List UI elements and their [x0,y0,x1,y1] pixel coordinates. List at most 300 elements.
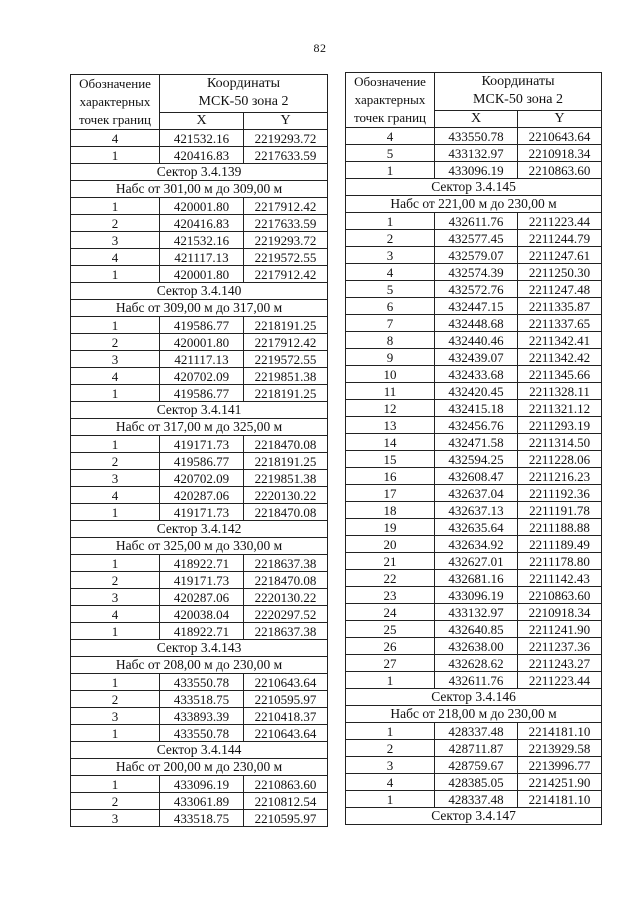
coordinates-system: МСК-50 зона 2 [473,92,563,108]
table-row [71,572,328,589]
table-row [346,740,602,757]
table-row [346,451,602,468]
x-coordinate: 432594.25 [435,451,518,468]
point-number: 15 [346,451,435,468]
table-row [346,468,602,485]
x-coordinate: 433518.75 [160,810,244,827]
point-number: 24 [346,604,435,621]
y-coordinate: 2217912.42 [244,266,328,283]
table-row [71,249,328,266]
point-number: 18 [346,502,435,519]
x-coordinate: 420287.06 [160,487,244,504]
table-row [71,776,328,793]
section-title: Набс от 301,00 м до 309,00 м [71,181,328,198]
point-number: 3 [71,589,160,606]
y-coordinate: 2211342.42 [518,349,602,366]
point-number: 4 [346,264,435,281]
section-row [346,706,602,723]
table-row [346,366,602,383]
y-coordinate: 2211293.19 [518,417,602,434]
y-coordinate: 2211328.11 [518,383,602,400]
x-coordinate: 432611.76 [435,213,518,230]
table-row [71,793,328,810]
y-coordinate: 2211189.49 [518,536,602,553]
y-coordinate: 2211192.36 [518,485,602,502]
table-row [71,266,328,283]
y-coordinate: 2214251.90 [518,774,602,791]
table-row [346,298,602,315]
table-row [346,570,602,587]
x-axis-header: X [160,112,244,129]
point-number: 1 [346,162,435,179]
table-row [71,470,328,487]
point-number: 2 [71,572,160,589]
x-coordinate: 418922.71 [160,623,244,640]
point-number: 25 [346,621,435,638]
x-coordinate: 432415.18 [435,400,518,417]
coordinates-table-right [345,72,602,825]
x-coordinate: 420287.06 [160,589,244,606]
point-number: 1 [71,266,160,283]
table-row [71,232,328,249]
x-coordinate: 419171.73 [160,572,244,589]
y-coordinate: 2211342.41 [518,332,602,349]
y-coordinate: 2219572.55 [244,249,328,266]
section-row [346,689,602,706]
section-row [346,196,602,213]
table-row [346,264,602,281]
section-title: Набс от 309,00 м до 317,00 м [71,300,328,317]
table-row [71,130,328,147]
coordinates-system: МСК-50 зона 2 [198,94,289,110]
x-coordinate: 433096.19 [160,776,244,793]
section-title: Сектор 3.4.141 [71,402,328,419]
section-title: Сектор 3.4.144 [71,742,328,759]
x-coordinate: 432637.13 [435,502,518,519]
x-coordinate: 432681.16 [435,570,518,587]
point-number: 8 [346,332,435,349]
x-coordinate: 432608.47 [435,468,518,485]
x-coordinate: 421532.16 [160,232,244,249]
x-coordinate: 419171.73 [160,504,244,521]
table-row [346,213,602,230]
point-number: 1 [346,213,435,230]
designation-line: Обозначение [354,74,426,89]
x-coordinate: 419586.77 [160,385,244,402]
point-number: 2 [71,215,160,232]
x-coordinate: 419171.73 [160,436,244,453]
page-number: 82 [313,41,327,55]
x-coordinate: 428759.67 [435,757,518,774]
section-title: Сектор 3.4.145 [346,179,602,196]
x-coordinate: 433132.97 [435,145,518,162]
y-coordinate: 2217633.59 [244,215,328,232]
x-coordinate: 421532.16 [160,130,244,147]
point-number: 16 [346,468,435,485]
coordinates-title: Координаты [207,76,280,92]
x-coordinate: 432572.76 [435,281,518,298]
point-number: 3 [71,470,160,487]
table-row [346,587,602,604]
section-row [71,164,328,181]
x-coordinate: 420416.83 [160,147,244,164]
table-row [71,708,328,725]
y-axis-header: Y [518,110,602,127]
table-row [71,198,328,215]
x-coordinate: 420001.80 [160,334,244,351]
x-coordinate: 432637.04 [435,485,518,502]
point-number: 3 [346,247,435,264]
table-row [71,810,328,827]
point-number: 4 [71,606,160,623]
x-coordinate: 432456.76 [435,417,518,434]
y-coordinate: 2211228.06 [518,451,602,468]
y-coordinate: 2211188.88 [518,519,602,536]
y-coordinate: 2210863.60 [518,162,602,179]
y-coordinate: 2210418.37 [244,708,328,725]
section-row [71,181,328,198]
x-coordinate: 432440.46 [435,332,518,349]
section-row [71,742,328,759]
x-coordinate: 420416.83 [160,215,244,232]
table-row [346,519,602,536]
x-coordinate: 418922.71 [160,555,244,572]
point-number: 19 [346,519,435,536]
point-number: 23 [346,587,435,604]
table-row [346,281,602,298]
table-row [71,351,328,368]
y-coordinate: 2210643.64 [518,128,602,145]
x-coordinate: 428711.87 [435,740,518,757]
table-row [346,230,602,247]
section-title: Набс от 218,00 м до 230,00 м [346,706,602,723]
section-title: Набс от 325,00 м до 330,00 м [71,538,328,555]
section-title: Сектор 3.4.143 [71,640,328,657]
designation-line: Обозначение [79,76,151,91]
x-coordinate: 432439.07 [435,349,518,366]
table-row [71,215,328,232]
point-number: 1 [71,385,160,402]
table-row [346,417,602,434]
table-row [346,162,602,179]
table-header-row [71,75,328,113]
point-number: 3 [71,708,160,725]
x-coordinate: 428385.05 [435,774,518,791]
table-row [346,349,602,366]
table-row [71,589,328,606]
y-axis-header: Y [244,112,328,129]
y-coordinate: 2211237.36 [518,638,602,655]
point-number: 14 [346,434,435,451]
y-coordinate: 2218470.08 [244,436,328,453]
x-coordinate: 433061.89 [160,793,244,810]
section-row [71,538,328,555]
y-coordinate: 2210918.34 [518,604,602,621]
point-number: 2 [346,740,435,757]
point-number: 2 [71,691,160,708]
x-coordinate: 432579.07 [435,247,518,264]
point-number: 9 [346,349,435,366]
point-number: 1 [71,436,160,453]
point-number: 27 [346,655,435,672]
y-coordinate: 2220130.22 [244,589,328,606]
designation-line: характерных [354,92,426,107]
point-number: 3 [71,810,160,827]
x-coordinate: 432627.01 [435,553,518,570]
point-number: 2 [346,230,435,247]
table-row [71,147,328,164]
y-coordinate: 2220297.52 [244,606,328,623]
x-coordinate: 420702.09 [160,368,244,385]
table-row [346,757,602,774]
x-coordinate: 433550.78 [160,674,244,691]
y-coordinate: 2217912.42 [244,334,328,351]
y-coordinate: 2220130.22 [244,487,328,504]
y-coordinate: 2211244.79 [518,230,602,247]
y-coordinate: 2211223.44 [518,672,602,689]
section-title: Сектор 3.4.142 [71,521,328,538]
coordinates-table-left [70,74,328,827]
y-coordinate: 2211223.44 [518,213,602,230]
section-title: Сектор 3.4.140 [71,283,328,300]
table-row [346,502,602,519]
table-row [346,383,602,400]
y-coordinate: 2210643.64 [244,674,328,691]
point-number: 5 [346,281,435,298]
y-coordinate: 2210812.54 [244,793,328,810]
x-coordinate: 432574.39 [435,264,518,281]
table-row [71,725,328,742]
designation-header [71,75,160,130]
x-coordinate: 432448.68 [435,315,518,332]
designation-line: характерных [79,94,151,109]
point-number: 12 [346,400,435,417]
table-row [346,638,602,655]
table-row [71,368,328,385]
table-row [346,672,602,689]
x-coordinate: 433550.78 [160,725,244,742]
x-coordinate: 419586.77 [160,453,244,470]
x-coordinate: 432433.68 [435,366,518,383]
y-coordinate: 2218191.25 [244,453,328,470]
table-row [71,674,328,691]
x-coordinate: 420001.80 [160,266,244,283]
point-number: 1 [346,672,435,689]
point-number: 1 [71,147,160,164]
point-number: 3 [346,757,435,774]
x-coordinate: 420702.09 [160,470,244,487]
table-row [346,723,602,740]
y-coordinate: 2210595.97 [244,810,328,827]
x-coordinate: 432628.62 [435,655,518,672]
x-coordinate: 433893.39 [160,708,244,725]
y-coordinate: 2213929.58 [518,740,602,757]
y-coordinate: 2217633.59 [244,147,328,164]
y-coordinate: 2211243.27 [518,655,602,672]
y-coordinate: 2210643.64 [244,725,328,742]
table-row [346,604,602,621]
x-coordinate: 432635.64 [435,519,518,536]
section-row [71,759,328,776]
y-coordinate: 2211216.23 [518,468,602,485]
x-coordinate: 432447.15 [435,298,518,315]
table-row [346,145,602,162]
table-row [346,332,602,349]
y-coordinate: 2211241.90 [518,621,602,638]
point-number: 3 [71,232,160,249]
point-number: 13 [346,417,435,434]
y-coordinate: 2211247.61 [518,247,602,264]
section-title: Набс от 317,00 м до 325,00 м [71,419,328,436]
y-coordinate: 2211178.80 [518,553,602,570]
section-title: Сектор 3.4.139 [71,164,328,181]
y-coordinate: 2214181.10 [518,723,602,740]
table-row [71,691,328,708]
x-coordinate: 433518.75 [160,691,244,708]
table-row [71,334,328,351]
y-coordinate: 2218637.38 [244,623,328,640]
y-coordinate: 2214181.10 [518,791,602,808]
x-coordinate: 432611.76 [435,672,518,689]
section-title: Набс от 208,00 м до 230,00 м [71,657,328,674]
table-row [346,247,602,264]
y-coordinate: 2219293.72 [244,130,328,147]
designation-header [346,73,435,128]
point-number: 1 [346,791,435,808]
x-coordinate: 432577.45 [435,230,518,247]
x-coordinate: 428337.48 [435,723,518,740]
y-coordinate: 2217912.42 [244,198,328,215]
y-coordinate: 2219851.38 [244,470,328,487]
section-title: Сектор 3.4.147 [346,808,602,825]
point-number: 10 [346,366,435,383]
y-coordinate: 2213996.77 [518,757,602,774]
table-row [346,621,602,638]
section-row [346,808,602,825]
x-coordinate: 432634.92 [435,536,518,553]
table-row [71,504,328,521]
point-number: 1 [71,198,160,215]
table-row [71,606,328,623]
point-number: 4 [346,128,435,145]
y-coordinate: 2211250.30 [518,264,602,281]
x-coordinate: 433550.78 [435,128,518,145]
y-coordinate: 2211337.65 [518,315,602,332]
x-coordinate: 433096.19 [435,587,518,604]
point-number: 11 [346,383,435,400]
point-number: 7 [346,315,435,332]
x-coordinate: 420001.80 [160,198,244,215]
y-coordinate: 2211142.43 [518,570,602,587]
y-coordinate: 2211335.87 [518,298,602,315]
table-row [346,128,602,145]
table-body [71,130,328,827]
point-number: 2 [71,453,160,470]
section-row [71,300,328,317]
x-coordinate: 433132.97 [435,604,518,621]
point-number: 4 [71,487,160,504]
designation-line: точек границ [353,110,427,125]
section-title: Набс от 200,00 м до 230,00 м [71,759,328,776]
point-number: 6 [346,298,435,315]
point-number: 22 [346,570,435,587]
point-number: 1 [71,504,160,521]
section-title: Набс от 221,00 м до 230,00 м [346,196,602,213]
coordinates-header [435,73,602,111]
point-number: 21 [346,553,435,570]
section-row [71,640,328,657]
y-coordinate: 2210595.97 [244,691,328,708]
y-coordinate: 2211314.50 [518,434,602,451]
coordinates-title: Координаты [481,74,555,90]
table-header-row [346,73,602,111]
point-number: 1 [71,776,160,793]
point-number: 4 [71,368,160,385]
y-coordinate: 2210863.60 [518,587,602,604]
designation-line: точек границ [78,112,152,127]
point-number: 2 [71,793,160,810]
x-coordinate: 421117.13 [160,249,244,266]
x-axis-header: X [435,110,518,127]
y-coordinate: 2218191.25 [244,317,328,334]
y-coordinate: 2218191.25 [244,385,328,402]
table-row [346,655,602,672]
x-coordinate: 420038.04 [160,606,244,623]
x-coordinate: 432420.45 [435,383,518,400]
point-number: 2 [71,334,160,351]
table-row [71,436,328,453]
table-row [346,400,602,417]
x-coordinate: 433096.19 [435,162,518,179]
x-coordinate: 432471.58 [435,434,518,451]
point-number: 1 [346,723,435,740]
point-number: 5 [346,145,435,162]
section-title: Сектор 3.4.146 [346,689,602,706]
section-row [71,657,328,674]
y-coordinate: 2210918.34 [518,145,602,162]
y-coordinate: 2219293.72 [244,232,328,249]
point-number: 17 [346,485,435,502]
y-coordinate: 2211345.66 [518,366,602,383]
coordinates-header [160,75,328,113]
y-coordinate: 2218637.38 [244,555,328,572]
point-number: 3 [71,351,160,368]
table-row [71,555,328,572]
x-coordinate: 421117.13 [160,351,244,368]
point-number: 1 [71,317,160,334]
point-number: 4 [71,249,160,266]
table-row [346,434,602,451]
x-coordinate: 432640.85 [435,621,518,638]
x-coordinate: 432638.00 [435,638,518,655]
table-row [71,487,328,504]
table-row [346,791,602,808]
point-number: 1 [71,725,160,742]
table-row [71,317,328,334]
point-number: 1 [71,555,160,572]
point-number: 4 [71,130,160,147]
y-coordinate: 2211247.48 [518,281,602,298]
table-row [346,315,602,332]
x-coordinate: 428337.48 [435,791,518,808]
point-number: 4 [346,774,435,791]
section-row [71,283,328,300]
y-coordinate: 2219851.38 [244,368,328,385]
table-row [346,536,602,553]
table-row [346,553,602,570]
y-coordinate: 2218470.08 [244,572,328,589]
y-coordinate: 2218470.08 [244,504,328,521]
